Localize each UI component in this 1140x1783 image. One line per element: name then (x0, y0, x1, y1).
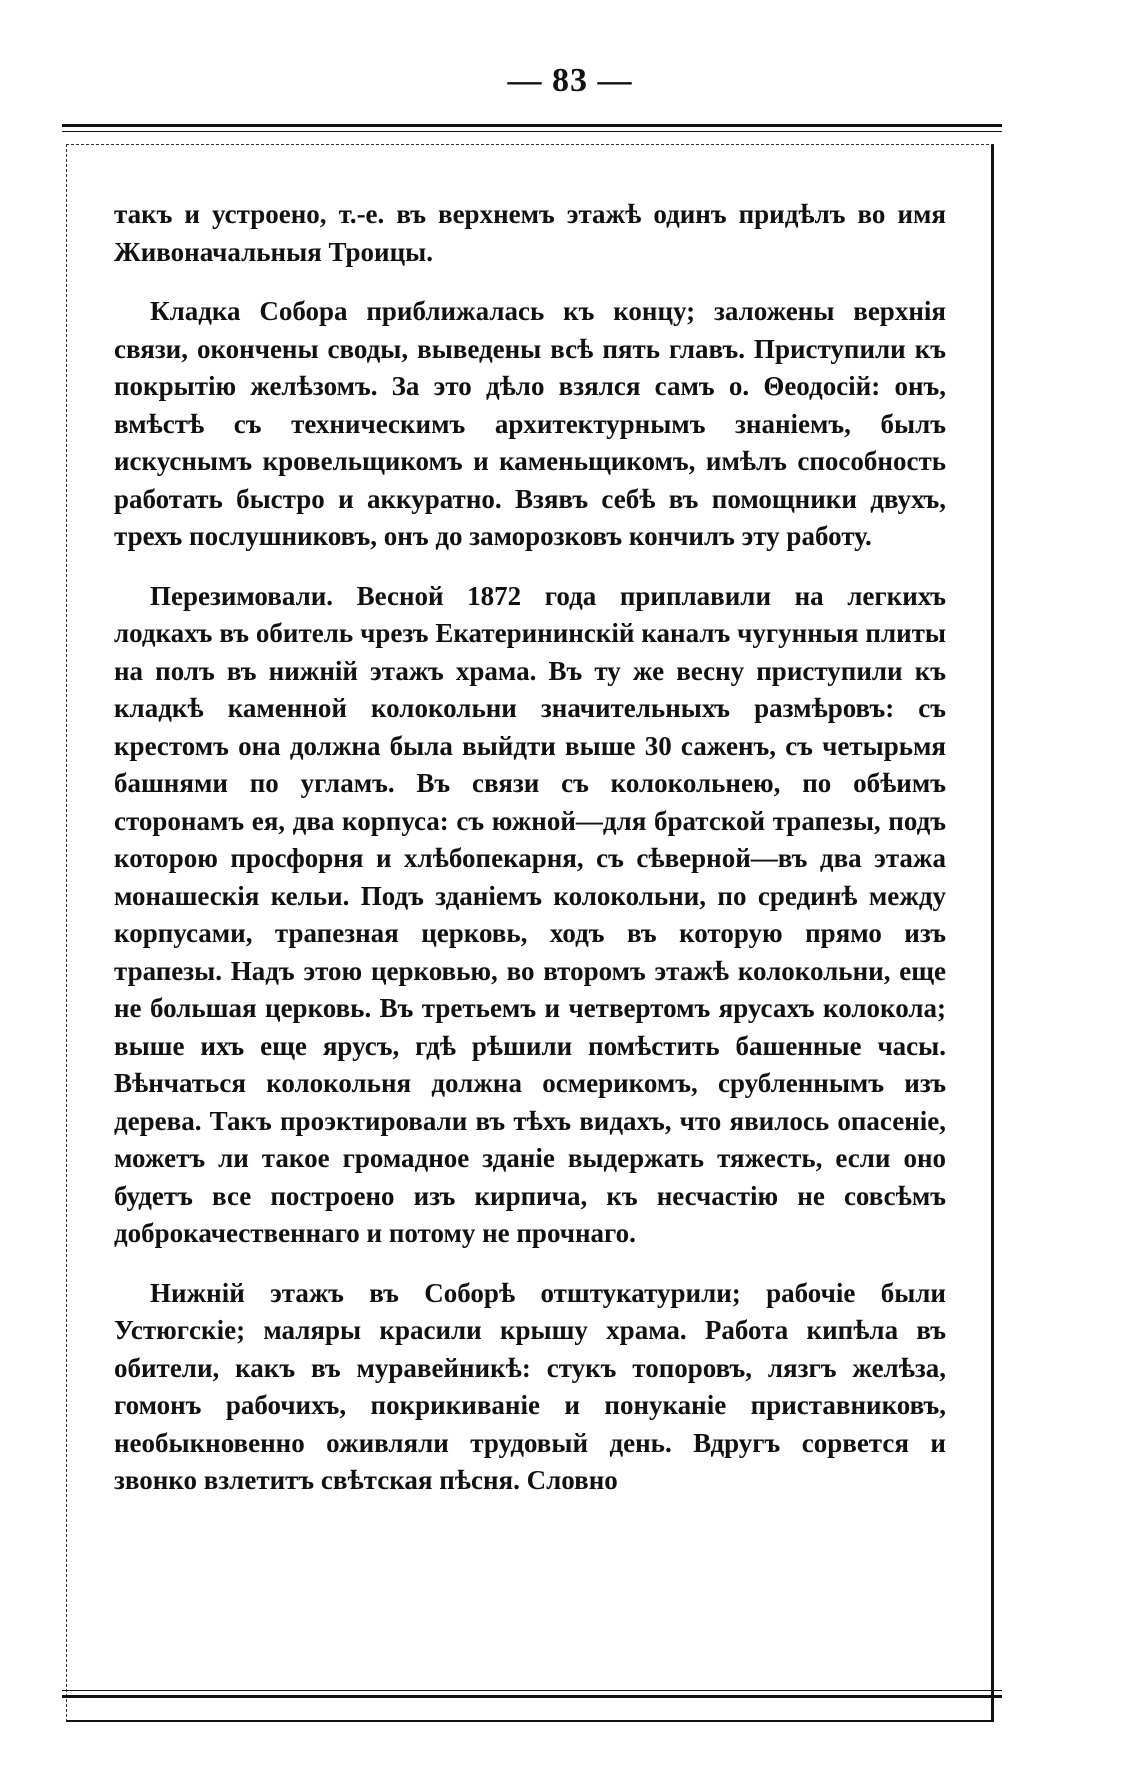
paragraph-continued: такъ и устроено, т.-е. въ верхнемъ этажѣ одинъ придѣлъ во имя Живоначальныя Троицы. (114, 199, 946, 267)
bottom-rules (62, 1690, 1002, 1702)
paragraph-plastering: Нижній этажъ въ Соборѣ отштукатурили; рабочіе были Устюгскіе; маляры красили крышу храма. Работа кипѣла въ обители, какъ въ муравейникѣ: стукъ топоровъ, лязгъ желѣза, гомонъ рабочихъ, покрикиваніе и понуканіе приставниковъ, необыкновенно оживляли трудовый день. Вдругъ сорвется и звонко взлетитъ свѣтская пѣсня. Словно (114, 1277, 946, 1495)
bottom-rule-thin (62, 1690, 1002, 1691)
bottom-rule-thick (62, 1695, 1002, 1698)
page-number: — 83 — (507, 62, 633, 99)
paragraph-bell-tower: Перезимовали. Весной 1872 года приплавили на легкихъ лодкахъ въ обитель чрезъ Екатерининскій каналъ чугунныя плиты на полъ въ нижній этажъ храма. Въ ту же весну приступили къ кладкѣ каменной колокольни значительныхъ размѣровъ: съ крестомъ она должна была выйдти выше 30 саженъ, съ четырьмя башнями по угламъ. Въ связи съ колокольнею, по обѣимъ сторонамъ ея, два корпуса: съ южной—для братской трапезы, подъ которою просфорня и хлѣбопекарня, съ сѣверной—въ два этажа монашескія кельи. Подъ зданіемъ колокольни, по срединѣ между корпусами, трапезная церковь, ходъ въ которую прямо изъ трапезы. Надъ этою церковью, во второмъ этажѣ колокольни, еще не большая церковь. Въ третьемъ и четвертомъ ярусахъ колокола; выше ихъ еще ярусъ, гдѣ рѣшили помѣстить башенные часы. Вѣнчаться колокольня должна осмерикомъ, срубленнымъ изъ дерева. Такъ проэктировали въ тѣхъ видахъ, что явилось опасеніе, можетъ ли такое громадное зданіе выдержать тяжесть, если оно будетъ все построено изъ кирпича, къ несчастію не совсѣмъ доброкачественнаго и потому не прочнаго. (114, 580, 946, 1248)
body-text (114, 196, 946, 1522)
paragraph-roofing: Кладка Собора приближалась къ концу; заложены верхнія связи, окончены своды, выведены всѣ пять главъ. Приступили къ покрытію желѣзомъ. За это дѣло взялся самъ о. Θеодосій: онъ, вмѣстѣ съ техническимъ архитектурнымъ знаніемъ, былъ искуснымъ кровельщикомъ и каменьщикомъ, имѣлъ способность работать быстро и аккуратно. Взявъ себѣ въ помощники двухъ, трехъ послушниковъ, онъ до заморозковъ кончилъ эту работу. (114, 296, 946, 551)
top-rule-thin (62, 131, 1002, 132)
top-rule-thick (62, 124, 1002, 127)
